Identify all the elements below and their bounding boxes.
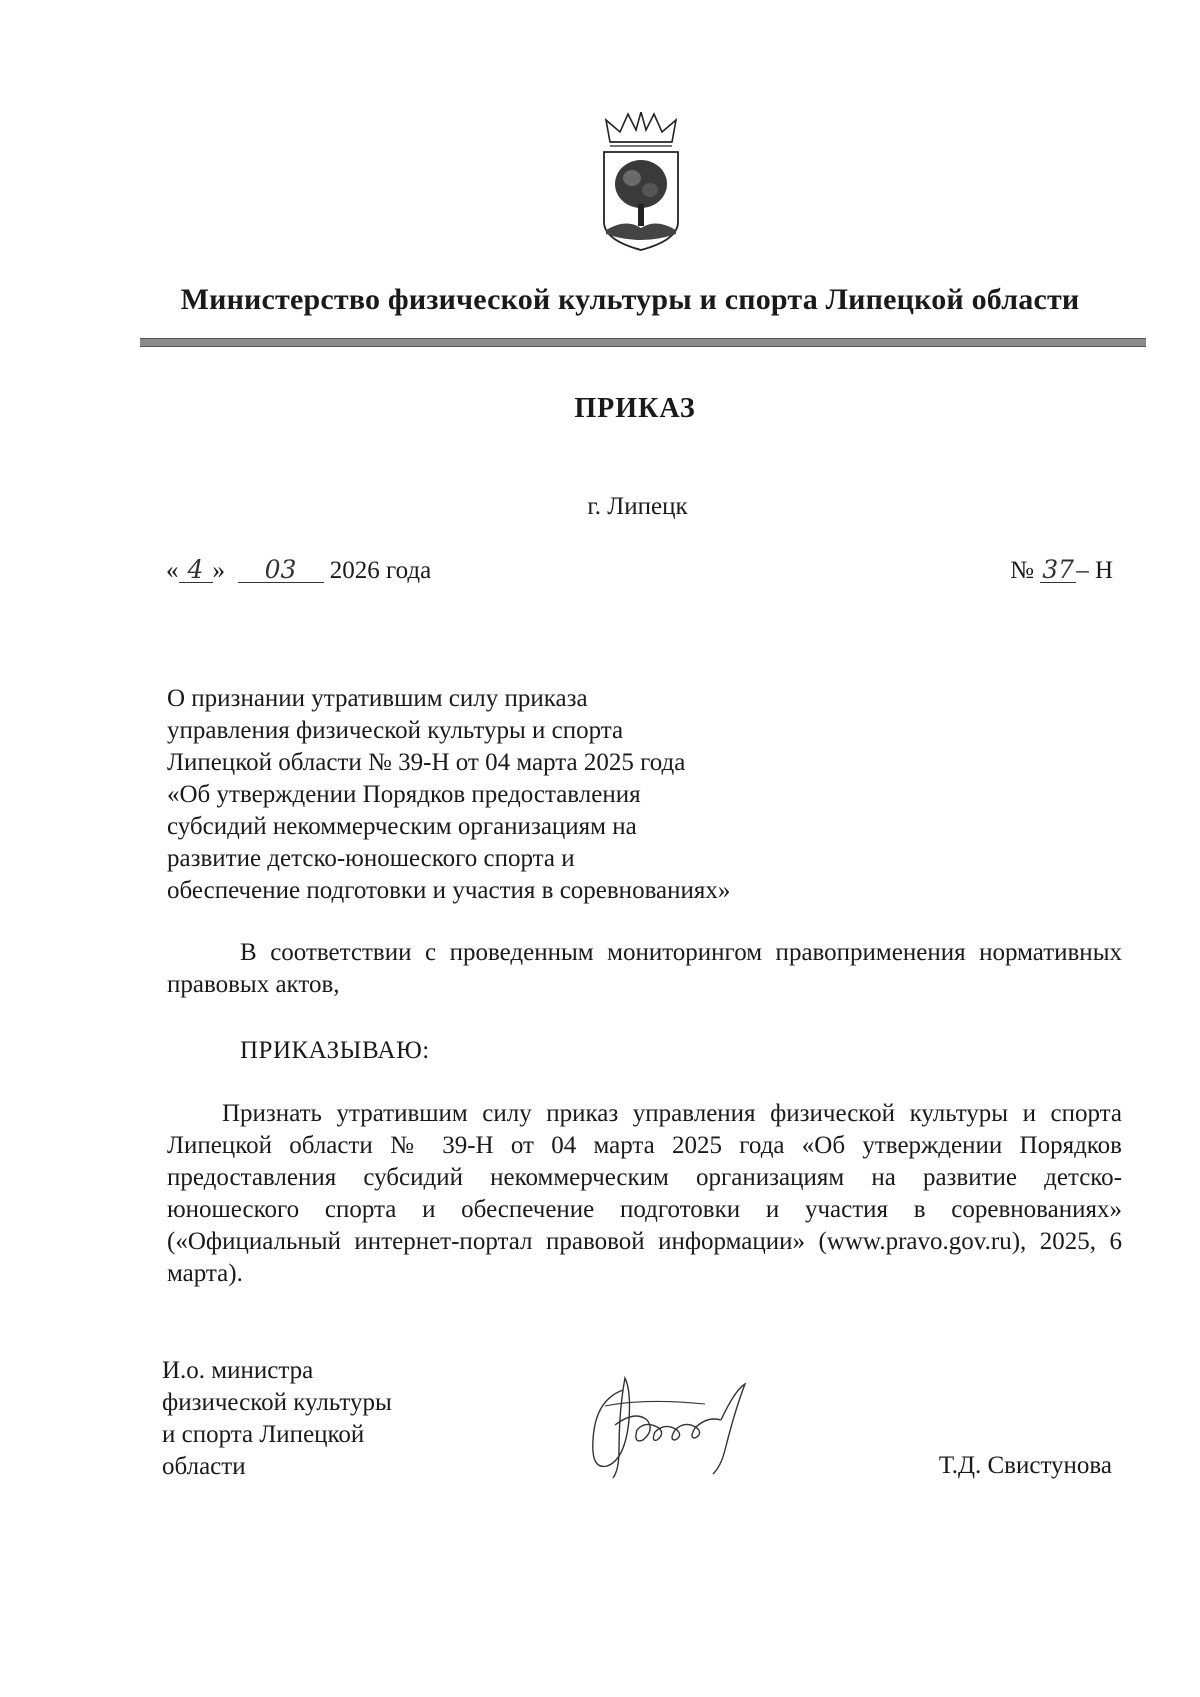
date-day: 4 bbox=[179, 557, 213, 583]
document-subject bbox=[167, 683, 730, 907]
number-suffix: – Н bbox=[1076, 557, 1113, 584]
ministry-name: Министерство физической культуры и спорта Липецкой области bbox=[180, 283, 1080, 316]
signer-name: Т.Д. Свистунова bbox=[938, 1452, 1112, 1479]
document-date bbox=[166, 557, 431, 585]
order-word: ПРИКАЗЫВАЮ: bbox=[240, 1037, 430, 1064]
subject-line: развитие детско-юношеского спорта и bbox=[167, 845, 575, 872]
number-value: 37 bbox=[1040, 557, 1076, 583]
preamble-paragraph: В соответствии с проведенным мониторингом правоприменения нормативных правовых актов, bbox=[167, 939, 1122, 998]
header-divider bbox=[140, 338, 1146, 347]
subject-line: «Об утверждении Порядков предоставления bbox=[167, 781, 641, 808]
document-city: г. Липецк bbox=[587, 493, 688, 520]
date-month: 03 bbox=[238, 557, 324, 583]
document-number bbox=[1010, 557, 1113, 585]
date-close-quote: » bbox=[212, 557, 225, 584]
number-prefix: № bbox=[1010, 557, 1034, 584]
position-line: И.о. министра bbox=[162, 1357, 314, 1384]
signatory-position bbox=[162, 1355, 392, 1483]
position-line: физической культуры bbox=[162, 1389, 392, 1416]
date-year: 2026 года bbox=[329, 557, 432, 584]
position-line: и спорта Липецкой bbox=[162, 1421, 365, 1448]
date-open-quote: « bbox=[166, 557, 179, 584]
order-clause: Признать утратившим силу приказ управления физической культуры и спорта Липецкой области № 39-Н от 04 марта 2025 года «Об утверждении Порядков предоставления субсидий некоммерческим организациям на развитие детско-юношеского спорта и обеспечение подготовки и участия в соревнованиях» («Официальный интернет-портал правовой информации» (www.pravo.gov.ru), 2025, 6 марта). bbox=[167, 1100, 1122, 1287]
subject-line: Липецкой области № 39-Н от 04 марта 2025 года bbox=[167, 749, 686, 776]
subject-line: обеспечение подготовки и участия в соревнованиях» bbox=[167, 877, 731, 904]
coat-of-arms-icon bbox=[596, 112, 686, 252]
subject-line: О признании утратившим силу приказа bbox=[167, 685, 588, 712]
subject-line: субсидий некоммерческим организациям на bbox=[167, 813, 637, 840]
subject-line: управления физической культуры и спорта bbox=[167, 717, 624, 744]
position-line: области bbox=[162, 1453, 246, 1480]
handwritten-signature-icon bbox=[585, 1370, 775, 1480]
document-title: ПРИКАЗ bbox=[574, 393, 696, 424]
